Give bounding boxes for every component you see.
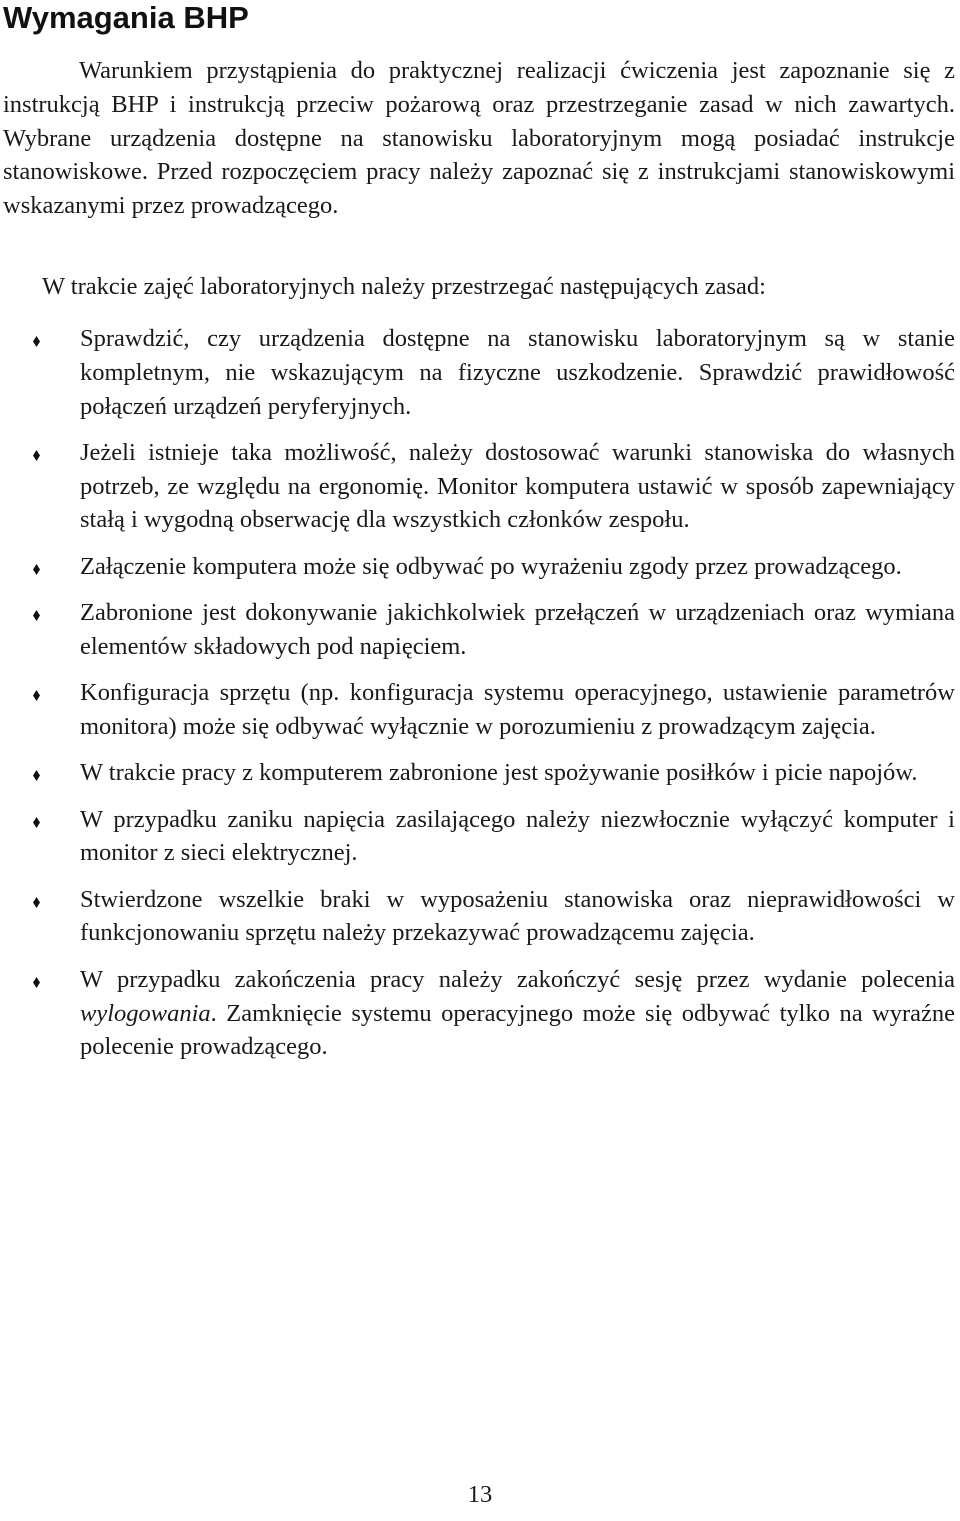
- list-item: [0, 596, 955, 664]
- list-item: [0, 803, 955, 871]
- diamond-bullet-icon: [33, 897, 40, 908]
- list-item-text: Konfiguracja sprzętu (np. konfiguracja systemu operacyjnego, ustawienie parametrów monitora) może się odbywać wyłącznie w porozumieniu z prowadzącym zajęcia.: [80, 679, 955, 740]
- list-item-text: Zabronione jest dokonywanie jakichkolwiek przełączeń w urządzeniach oraz wymiana elementów składowych pod napięciem.: [80, 599, 955, 660]
- page-number: 13: [467, 1481, 493, 1508]
- list-item-text: W trakcie pracy z komputerem zabronione jest spożywanie posiłków i picie napojów.: [80, 759, 918, 787]
- list-item-text: Sprawdzić, czy urządzenia dostępne na stanowisku laboratoryjnym są w stanie kompletnym, nie wskazującym na fizyczne uszkodzenie. Sprawdzić prawidłowość połączeń urządzeń peryferyjnych.: [80, 325, 955, 420]
- list-item: [0, 963, 955, 1064]
- diamond-bullet-icon: [33, 336, 40, 347]
- list-item-text-italic: wylogowania: [80, 999, 211, 1027]
- intro-paragraph: Warunkiem przystąpienia do praktycznej realizacji ćwiczenia jest zapoznanie się z instrukcją BHP i instrukcją przeciw pożarową oraz przestrzeganie zasad w nich zawartych. Wybrane urządzenia dostępne na stanowisku laboratoryjnym mogą posiadać instrukcje stanowiskowe. Przed rozpoczęciem pracy należy zapoznać się z instrukcjami stanowiskowymi wskazanymi przez prowadzącego.: [3, 57, 955, 220]
- rules-lead-paragraph: W trakcie zajęć laboratoryjnych należy przestrzegać następujących zasad:: [42, 273, 766, 300]
- list-item: [0, 436, 955, 537]
- list-item-text: W przypadku zaniku napięcia zasilającego należy niezwłocznie wyłączyć komputer i monitor z sieci elektrycznej.: [80, 805, 955, 867]
- diamond-bullet-icon: [33, 450, 40, 461]
- list-item: [0, 883, 955, 951]
- list-item-text-before: W przypadku zakończenia pracy należy zakończyć sesję przez wydanie polecenia: [80, 965, 955, 993]
- list-item: [0, 322, 955, 423]
- diamond-bullet-icon: [33, 817, 40, 828]
- section-heading: Wymagania BHP: [3, 0, 249, 35]
- list-item-text: Załączenie komputera może się odbywać po wyrażeniu zgody przez prowadzącego.: [80, 552, 902, 580]
- diamond-bullet-icon: [33, 564, 40, 575]
- rules-list: [0, 322, 960, 1077]
- diamond-bullet-icon: [33, 770, 40, 781]
- list-item: [0, 676, 955, 744]
- list-item-text: Stwierdzone wszelkie braki w wyposażeniu stanowiska oraz nieprawidłowości w funkcjonowaniu sprzętu należy przekazywać prowadzącemu zajęcia.: [80, 885, 955, 947]
- list-item: [0, 550, 955, 584]
- diamond-bullet-icon: [33, 610, 40, 621]
- diamond-bullet-icon: [33, 690, 40, 701]
- list-item: [0, 756, 955, 790]
- list-item-text-after: . Zamknięcie systemu operacyjnego może się odbywać tylko na wyraźne polecenie prowadzącego.: [80, 999, 955, 1061]
- list-item-text: Jeżeli istnieje taka możliwość, należy dostosować warunki stanowiska do własnych potrzeb, ze względu na ergonomię. Monitor komputera ustawić w sposób zapewniający stałą i wygodną obserwację dla wszystkich członków zespołu.: [80, 438, 955, 534]
- diamond-bullet-icon: [33, 977, 40, 988]
